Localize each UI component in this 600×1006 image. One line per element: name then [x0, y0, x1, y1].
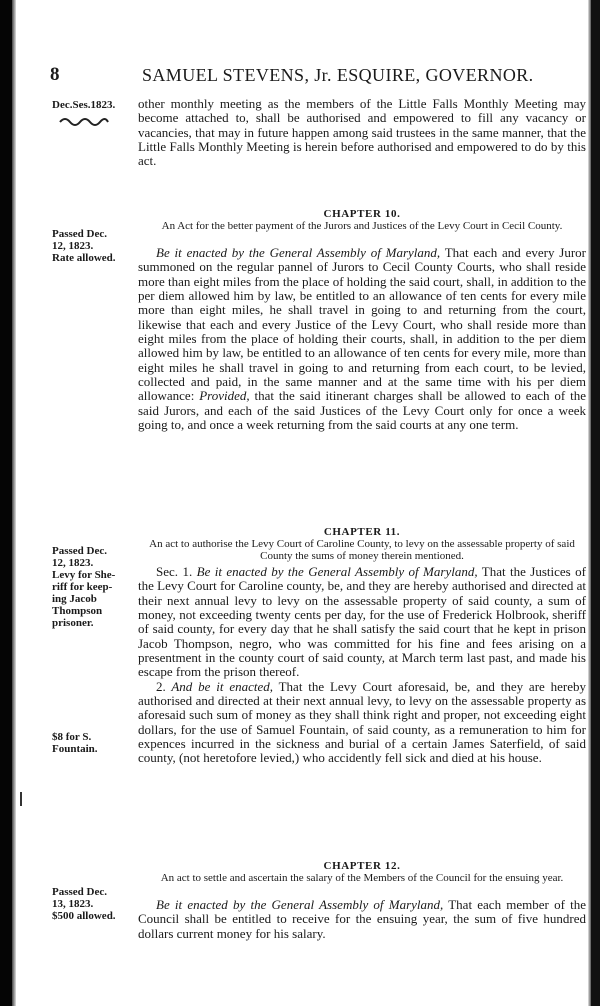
paragraph-tail: that the said itinerant charges shall be allowed to each of the said Jurors, and each of the said Justices of the Levy Court only for once a week going to, and once a week returning from the said courts at any one term.: [138, 388, 586, 433]
margin-note-line: Passed Dec.: [52, 886, 107, 898]
margin-note-line: Dec.Ses.1823.: [52, 99, 116, 111]
page-edge-left: [0, 0, 12, 1006]
paragraph-text: That each member of the Council shall be entitled to receive for the ensuing year, the sum of five hundred dollars current money for his salary.: [138, 897, 587, 941]
margin-note-line: 12, 1823.: [52, 557, 94, 569]
chapter-10-body: [138, 246, 586, 432]
chapter-10-title: An Act for the better payment of the Jurors and Justices of the Levy Court in Cecil County.: [161, 220, 563, 232]
margin-note-line: Rate allowed.: [52, 252, 116, 264]
margin-note-line: Levy for She-: [52, 569, 116, 581]
paragraph-text: That the Justices of the Levy Court for Caroline county, be, and they are hereby authorised and directed at their next annual levy to levy on the assessable property of said county, a sum of money, not exceeding twenty cents per day, for the use of Frederick Holbrook, sheriff of said county, for every day that he shall satisfy the said court that he kept in prison Jacob Thompson, negro, who was committed for his fine and fees arising on a presentment in the county court of said county, at March term last past, and made his escape from the prison thereof.: [138, 564, 586, 680]
chapter-11-heading: CHAPTER 11.: [323, 526, 401, 538]
chapter-11-body: [138, 565, 586, 766]
continuation-text: other monthly meeting as the members of the Little Falls Monthly Meeting may become attached to, shall be authorised and empowered to fill any vacancy or vacancies, that may in future happen among said trustees in the same manner, that the Little Falls Monthly Meeting is herein before authorised and empowered to do by this act.: [138, 96, 586, 169]
section-number: Sec. 1.: [156, 564, 193, 579]
margin-note-line: riff for keep-: [52, 581, 113, 593]
section-number: 2.: [156, 678, 166, 694]
margin-note-session: [52, 99, 134, 111]
chapter-11-section-2: [138, 680, 586, 766]
margin-note-line: Fountain.: [52, 743, 98, 755]
chapter-12-title: An act to settle and ascertain the salary of the Members of the Council for the ensuing year.: [160, 872, 564, 884]
enacting-clause: Be it enacted by the General Assembly of Maryland,: [156, 897, 444, 912]
running-head: SAMUEL STEVENS, Jr. ESQUIRE, GOVERNOR.: [142, 65, 534, 85]
page-header: [50, 64, 586, 86]
paragraph-text: That the Levy Court aforesaid, be, and they are hereby authorised and directed at their next annual levy, to levy on the assessable property as aforesaid such sum of money as they shall think right and proper, not exceeding eight dollars, for the use of Samuel Fountain, of said county, as a remuneration to him for expences incurred in the sickness and burial of a certain James Saterfield, of said county, (not heretofore levied,) who accidently fell sick and died at his house.: [138, 678, 587, 766]
page-edge-right: [591, 0, 600, 1006]
margin-note-line: Thompson: [52, 605, 103, 617]
margin-note-line: Passed Dec.: [52, 228, 107, 240]
squiggle-ornament: [58, 116, 110, 128]
continuation-paragraph: [138, 97, 586, 169]
margin-note-chapter-10: [52, 228, 134, 264]
enacting-clause: Be it enacted by the General Assembly of Maryland,: [192, 564, 478, 579]
stray-ink-mark: [20, 792, 22, 806]
chapter-12-heading: CHAPTER 12.: [323, 860, 401, 872]
margin-note-line: $8 for S.: [52, 731, 92, 743]
chapter-11-section-1: [138, 565, 586, 680]
margin-note-line: prisoner.: [52, 617, 94, 629]
enacting-clause: Be it enacted by the General Assembly of Maryland,: [156, 245, 441, 260]
margin-note-line: $500 allowed.: [52, 910, 116, 922]
margin-note-line: ing Jacob: [52, 593, 97, 605]
margin-note-line: 13, 1823.: [52, 898, 94, 910]
chapter-12-paragraph: [138, 898, 586, 941]
margin-note-chapter-12: [52, 886, 134, 922]
margin-note-line: Passed Dec.: [52, 545, 107, 557]
margin-note-line: 12, 1823.: [52, 240, 94, 252]
page-number: 8: [50, 64, 60, 85]
margin-note-chapter-11: [52, 545, 134, 629]
paragraph-text: That each and every Juror summoned on the regular pannel of Jurors to Cecil County Courts, who shall reside more than eight miles from the place of holding the said court, shall, in addition to the per diem allowed him by law, be entitled to an allowance of ten cents for every mile more than eight miles, he shall travel in going to and returning from the court, likewise that each and every Justice of the Levy Court, who shall reside more than eight miles from the place of holding their courts, shall, in addition to the per diem allowed him by law, be entitled to an allowance of ten cents for every mile, more than eight miles he shall travel in going to and returning from each court, to be levied, collected and paid, in the same manner and at the same time with his per diem allowance:: [138, 245, 586, 404]
enacting-clause: And be it enacted,: [165, 678, 273, 694]
chapter-10-heading: CHAPTER 10.: [323, 208, 401, 220]
margin-note-section-2: [52, 731, 134, 755]
chapter-11-title: An act to authorise the Levy Court of Caroline County, to levy on the assessable property of said County the sums of money therein mentioned.: [149, 538, 575, 562]
proviso-word: Provided,: [199, 388, 250, 404]
chapter-10-paragraph: [138, 246, 586, 432]
chapter-12-body: [138, 898, 586, 941]
